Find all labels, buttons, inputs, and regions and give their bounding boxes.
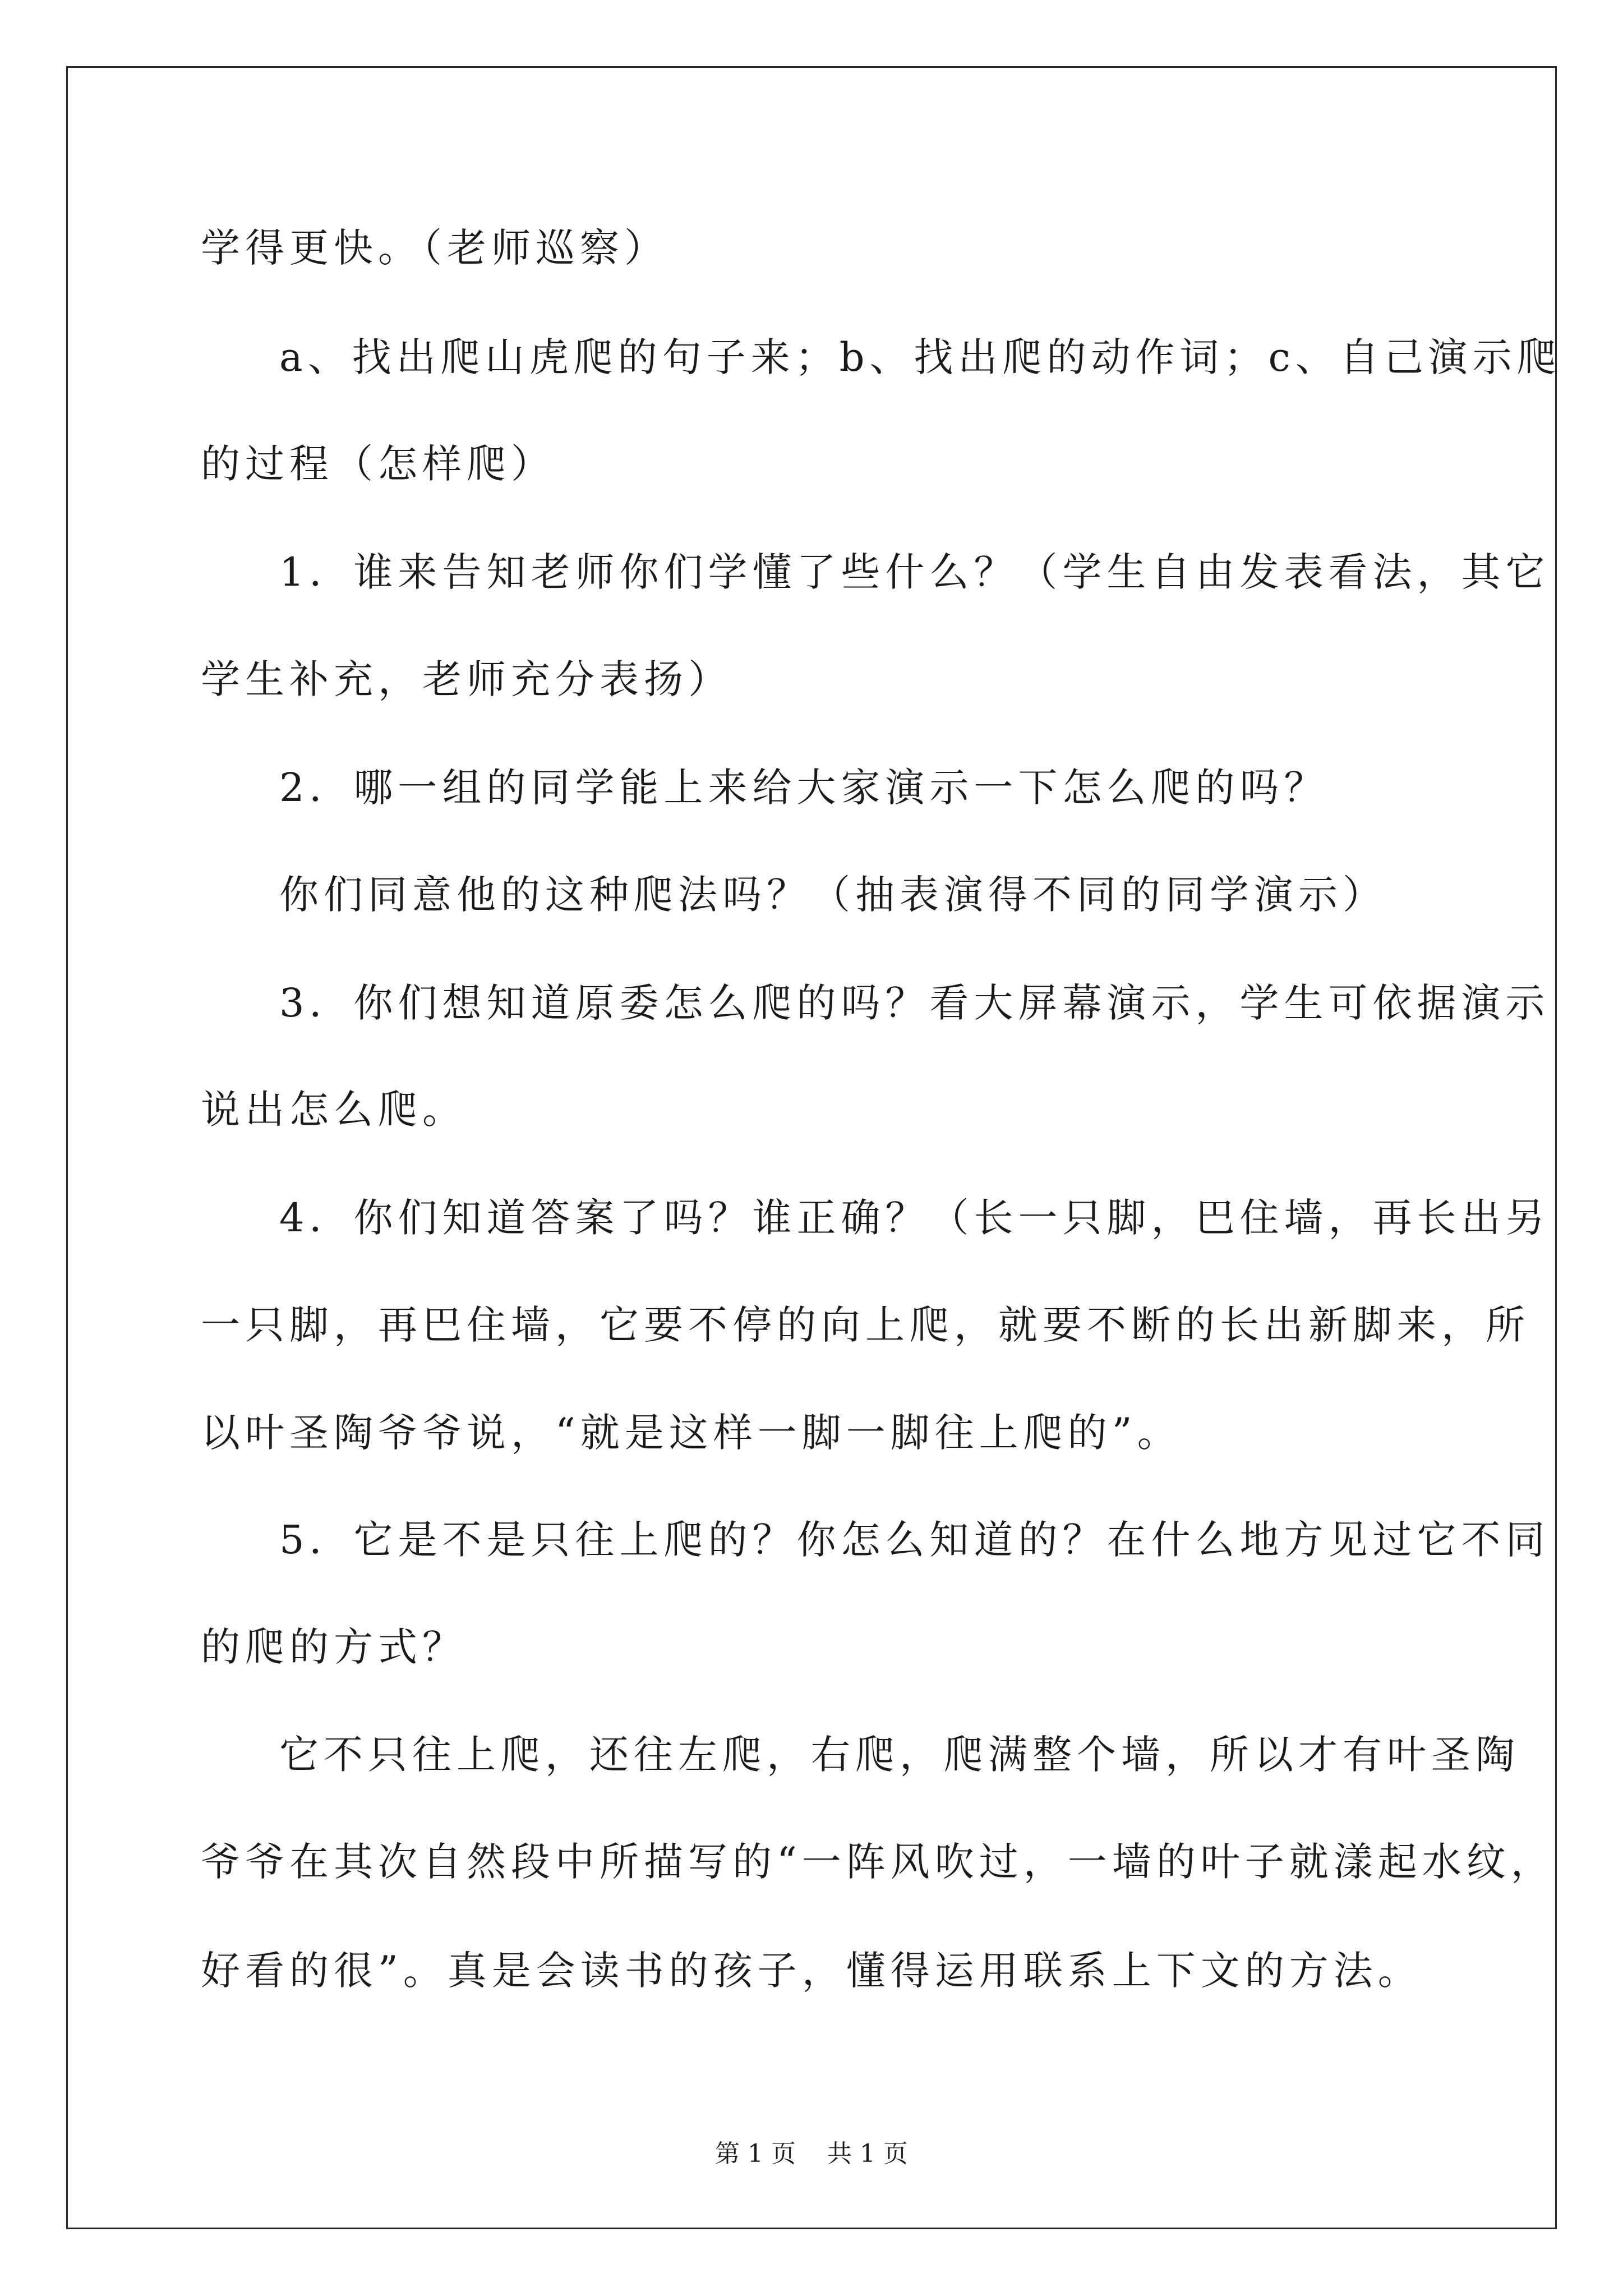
text-line: 1．谁来告知老师你们学懂了些什么？（学生自由发表看法，其它 [279,549,1550,595]
text-line: 学得更快。（老师巡察） [201,225,668,271]
text-line: 说出怎么爬。 [201,1087,467,1133]
text-line: 学生补充，老师充分表扬） [201,656,732,702]
page-number-footer: 第 1 页 共 1 页 [715,2139,908,2168]
text-line: a、找出爬山虎爬的句子来；b、找出爬的动作词；c、自己演示爬 [279,334,1561,380]
text-line: 3．你们想知道原委怎么爬的吗？看大屏幕演示，学生可依据演示 [279,980,1550,1026]
text-line: 2．哪一组的同学能上来给大家演示一下怎么爬的吗？ [279,765,1329,811]
text-line: 一只脚，再巴住墙，它要不停的向上爬，就要不断的长出新脚来，所 [201,1302,1530,1348]
text-line: 的爬的方式？ [201,1624,467,1670]
text-line: 4．你们知道答案了吗？谁正确？（长一只脚，巴住墙，再长出另 [279,1195,1550,1241]
page-border [66,66,1557,2229]
text-line: 5．它是不是只往上爬的？你怎么知道的？在什么地方见过它不同 [279,1517,1550,1563]
text-line: 以叶圣陶爷爷说，“就是这样一脚一脚往上爬的”。 [201,1410,1182,1456]
text-line: 的过程（怎样爬） [201,441,555,487]
text-line: 你们同意他的这种爬法吗？（抽表演得不同的同学演示） [279,872,1387,918]
text-line: 爷爷在其次自然段中所描写的“一阵风吹过，一墙的叶子就漾起水纹， [201,1839,1555,1885]
text-line: 好看的很”。真是会读书的孩子，懂得运用联系上下文的方法。 [201,1948,1422,1994]
text-line: 它不只往上爬，还往左爬，右爬，爬满整个墙，所以才有叶圣陶 [279,1732,1520,1778]
